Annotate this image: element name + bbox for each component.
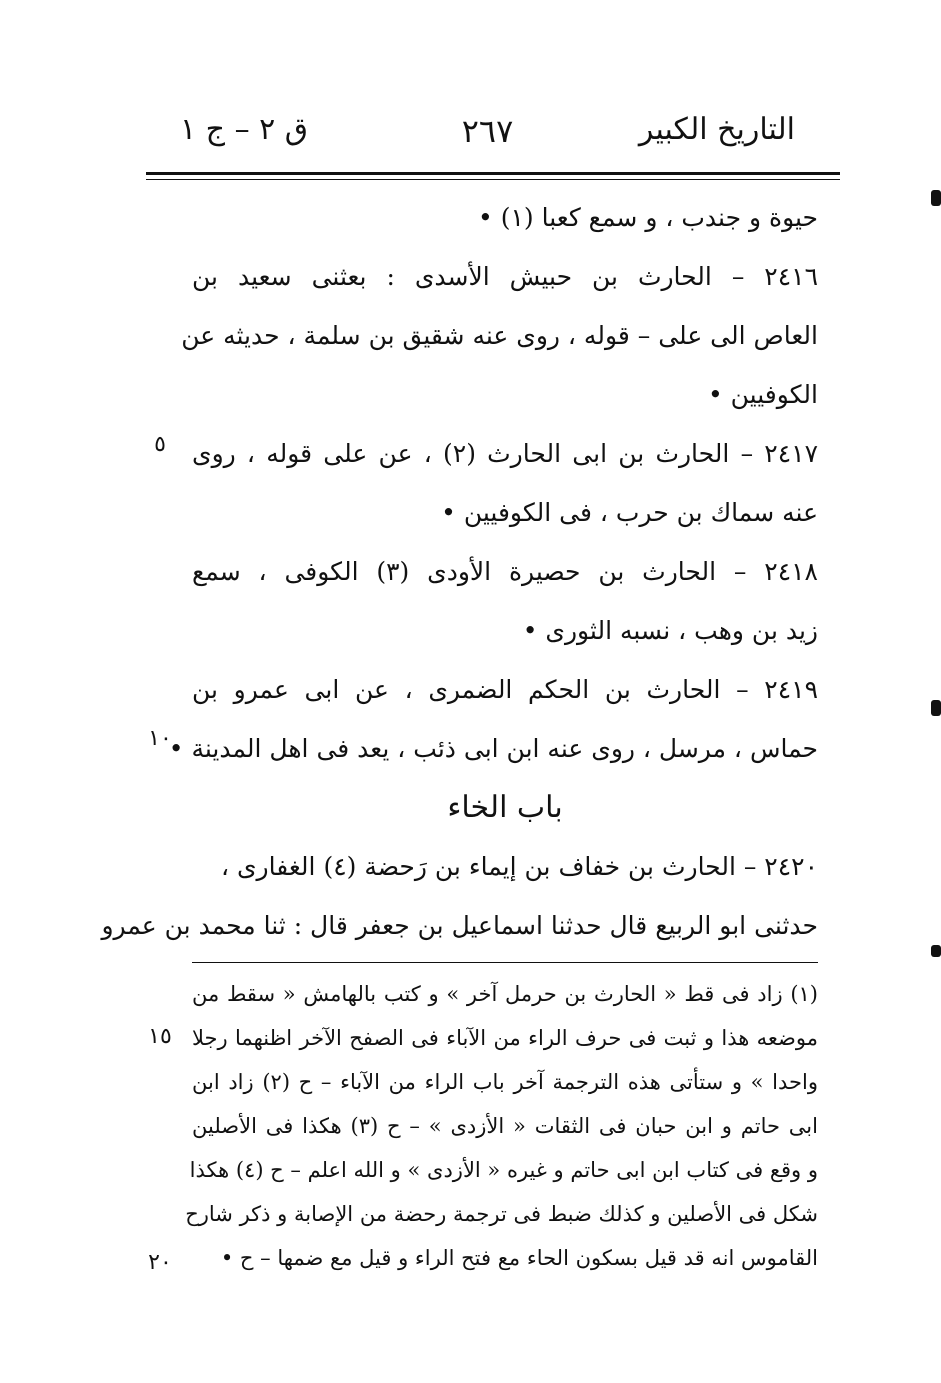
footnote-line: شكل فى الأصلين و كذلك ضبط فى ترجمة رحضة من الإصابة و ذكر شارح bbox=[185, 1202, 818, 1226]
entry-2420-line: ٢٤٢٠ – الحارث بن خفاف بن إيماء بن رَحضة (٤) الغفارى ، bbox=[220, 852, 818, 881]
footnote-separator bbox=[192, 962, 818, 963]
footnote-line: واحدا » و ستأتى هذه الترجمة آخر باب الراء من الآباء – ح (٢) زاد ابن bbox=[192, 1070, 818, 1094]
running-header bbox=[180, 112, 795, 162]
text-line: حماس ، مرسل ، روى عنه ابن ابى ذئب ، يعد فى اهل المدينة • bbox=[168, 734, 818, 763]
text-line: الكوفيين • bbox=[707, 380, 818, 409]
header-rule-thick bbox=[146, 172, 840, 175]
line-number-10: ١٠ bbox=[148, 726, 172, 751]
binding-hole-mark bbox=[931, 190, 941, 206]
binding-hole-mark bbox=[931, 700, 941, 716]
text-line: العاص الى على – قوله ، روى عنه شقيق بن سلمة ، حديثه عن bbox=[181, 321, 818, 350]
line-number-15: ١٥ bbox=[148, 1024, 172, 1049]
footnote-line: (١) زاد فى قط « الحارث بن حرمل آخر » و كتب بالهامش « سقط من bbox=[192, 982, 818, 1006]
line-number-20: ٢٠ bbox=[148, 1250, 172, 1275]
page-number: ٢٦٧ bbox=[461, 112, 514, 150]
footnote-line: القاموس انه قد قيل بسكون الحاء مع فتح الراء و قيل مع ضمها – ح • bbox=[220, 1246, 818, 1270]
volume-label: ق ٢ – ج ١ bbox=[180, 112, 309, 147]
footnotes bbox=[185, 972, 818, 1280]
entry-2419-line: ٢٤١٩ – الحارث بن الحكم الضمرى ، عن ابى عمرو بن bbox=[192, 675, 818, 704]
text-line: حيوة و جندب ، و سمع كعبا (١) • bbox=[478, 203, 818, 232]
book-title: التاريخ الكبير bbox=[638, 112, 795, 147]
chapter-heading: باب الخاء bbox=[447, 790, 563, 825]
entry-2417-line: ٢٤١٧ – الحارث بن ابى الحارث (٢) ، عن على قوله ، روى bbox=[192, 439, 819, 468]
line-number-5: ٥ bbox=[154, 432, 166, 457]
footnote-line: ابى حاتم و ابن حبان فى الثقات « الأزدى » – ح (٣) هكذا فى الأصلين bbox=[192, 1114, 818, 1138]
text-line: زيد بن وهب ، نسبه الثورى • bbox=[522, 616, 818, 645]
footnote-line: موضعه هذا و ثبت فى حرف الراء من الآباء فى الصفح الآخر اظنهما رجلا bbox=[192, 1026, 818, 1050]
binding-hole-mark bbox=[931, 945, 941, 957]
footnote-line: و وقع فى كتاب ابن ابى حاتم و غيره « الأزدى » و الله اعلم – ح (٤) هكذا bbox=[189, 1158, 818, 1182]
entry-2416-line: ٢٤١٦ – الحارث بن حبيش الأسدى : بعثنى سعيد بن bbox=[192, 262, 818, 291]
entry-2418-line: ٢٤١٨ – الحارث بن حصيرة الأودى (٣) الكوفى ، سمع bbox=[192, 557, 818, 586]
text-line: عنه سماك بن حرب ، فى الكوفيين • bbox=[441, 498, 818, 527]
text-line: حدثنى ابو الربيع قال حدثنا اسماعيل بن جعفر قال : ثنا محمد بن عمرو bbox=[101, 911, 818, 940]
header-rule-thin bbox=[146, 179, 840, 180]
